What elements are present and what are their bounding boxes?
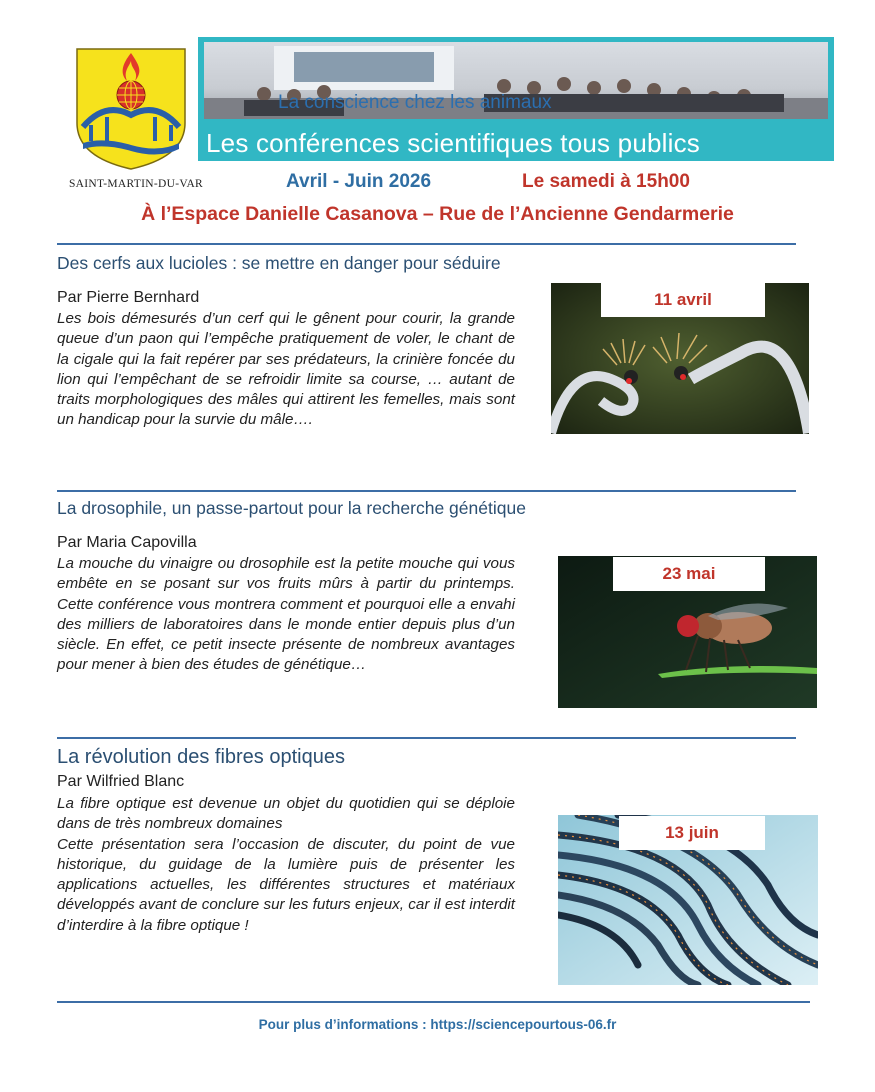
divider	[57, 243, 796, 245]
conference-date: 11 avril	[601, 283, 765, 317]
town-name: SAINT-MARTIN-DU-VAR	[68, 178, 204, 190]
session-time: Le samedi à 15h00	[522, 171, 690, 192]
conference-author: Par Wilfried Blanc	[57, 773, 185, 790]
season-dates: Avril - Juin 2026	[286, 171, 432, 192]
conference-title: Des cerfs aux lucioles : se mettre en danger pour séduire	[57, 253, 501, 273]
banner-title: Les conférences scientifiques tous publics	[206, 128, 701, 158]
divider	[57, 1001, 810, 1003]
conference-description: Les bois démesurés d’un cerf qui le gênent pour courir, la grande queue d’un paon qui l’empêche pratiquement de voler, le chant de la cigale qui la fait repérer par ses prédateurs, la crinière foncée du lion qui l’empêchant de se refroidir limite sa course, … autant de traits morphologiques des mâles qui attirent les femelles, mais sont un handicap pour la survie du mâle….	[57, 310, 515, 429]
divider	[57, 737, 796, 739]
conference-author: Par Maria Capovilla	[57, 534, 197, 551]
conference-description	[57, 794, 515, 936]
conference-author: Par Pierre Bernhard	[57, 289, 200, 306]
description-paragraph: Cette présentation sera l’occasion de discuter, du point de vue historique, du guidage de la lumière puis de présenter les applications actuelles, les différentes structures et matériaux développés avant de conclure sur les futurs enjeux, car il est interdit d’interdire à la fibre optique !	[57, 835, 515, 934]
conference-date: 23 mai	[613, 557, 765, 591]
header-banner	[198, 37, 834, 161]
conference-description: La mouche du vinaigre ou drosophile est la petite mouche qui vous embête en se posant sur vos fruits mûrs à partir du printemps. Cette conférence vous montrera comment et pourquoi elle a envahi des milliers de laboratoires dans le monde entier depuis plus d’un siècle. En effet, ce petit insecte présente de nombreux avantages pour mener à bien des études de génétique…	[57, 555, 515, 674]
description-paragraph: La fibre optique est devenue un objet du quotidien qui se déploie dans de très nombreux domaines	[57, 795, 515, 833]
venue-address: À l’Espace Danielle Casanova – Rue de l’Ancienne Gendarmerie	[141, 203, 734, 225]
conference-title: La révolution des fibres optiques	[57, 746, 345, 768]
conference-title: La drosophile, un passe-partout pour la recherche génétique	[57, 498, 526, 518]
footer-info: Pour plus d’informations : https://sciencepourtous-06.fr	[258, 1017, 617, 1032]
conference-date: 13 juin	[619, 816, 765, 850]
divider	[57, 490, 796, 492]
banner-subtitle: La conscience chez les animaux	[278, 92, 552, 113]
coat-of-arms	[73, 45, 189, 173]
